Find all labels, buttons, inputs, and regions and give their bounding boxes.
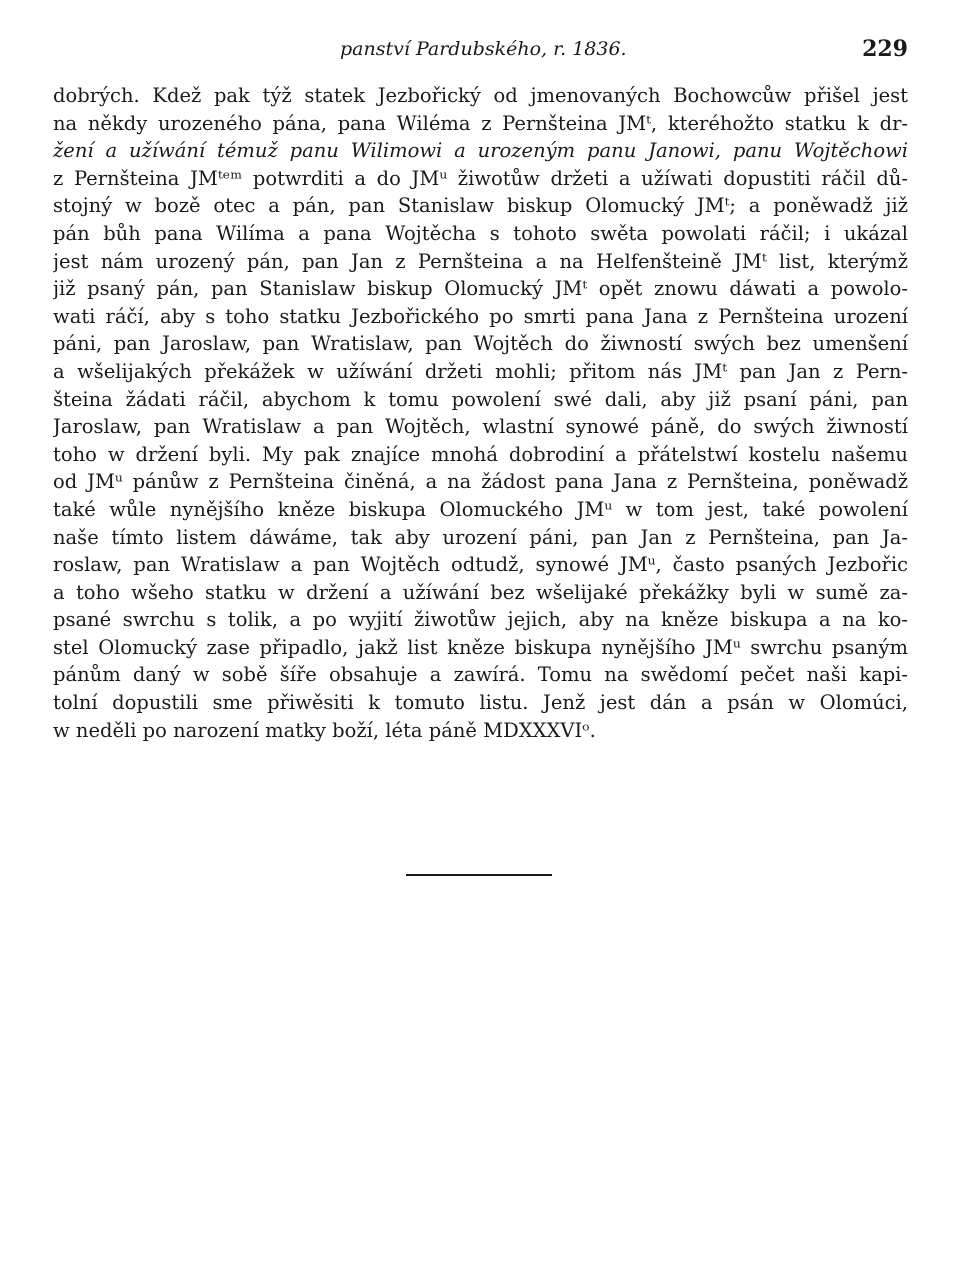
text-line: psané swrchu s tolik, a po wyjití žiwotůw jejich, aby na kněze biskupa a na ko- (53, 608, 908, 632)
text-line: wati ráčí, aby s toho statku Jezbořického po smrti pana Jana z Pernšteina urození (53, 304, 908, 328)
text-line: stel Olomucký zase připadlo, jakž list kněze biskupa nynějšího JMᵘ swrchu psaným (53, 635, 908, 659)
text-line: a toho wšeho statku w držení a užíwání bez wšelijaké překážky byli w sumě za- (53, 580, 908, 604)
text-line: pán bůh pana Wilíma a pana Wojtěcha s tohoto swěta powolati ráčil; i ukázal (53, 221, 908, 245)
running-head (0, 38, 960, 74)
text-line: a wšelijakých překážek w užíwání držeti mohli; přitom nás JMᵗ pan Jan z Pern- (53, 359, 908, 383)
text-line: také wůle nynějšího kněze biskupa Olomuckého JMᵘ w tom jest, také powolení (53, 497, 908, 521)
text-line: již psaný pán, pan Stanislaw biskup Olomucký JMᵗ opět znowu dáwati a powolo- (53, 277, 908, 301)
text-line: jest nám urozený pán, pan Jan z Pernšteina a na Helfenšteině JMᵗ list, kterýmž (53, 249, 908, 273)
text-line: w neděli po narození matky boží, léta páně MDXXXVIᵒ. (53, 718, 596, 742)
running-title: panství Pardubského, r. 1836. (340, 38, 627, 60)
text-line: Jaroslaw, pan Wratislaw a pan Wojtěch, wlastní synowé páně, do swých žiwností (53, 415, 908, 439)
text-line: tolní dopustili sme přiwěsiti k tomuto listu. Jenž jest dán a psán w Olomúci, (53, 691, 908, 715)
text-line: toho w držení byli. My pak znajíce mnohá dobrodiní a přátelstwí kostelu našemu (53, 442, 908, 466)
text-line: od JMᵘ pánůw z Pernšteina činěná, a na žádost pana Jana z Pernšteina, poněwadž (53, 470, 908, 494)
text-line: roslaw, pan Wratislaw a pan Wojtěch odtudž, synowé JMᵘ, často psaných Jezbořic (53, 553, 908, 577)
text-line: stojný w bozě otec a pán, pan Stanislaw biskup Olomucký JMᵗ; a poněwadž již (53, 194, 908, 218)
text-line: pánům daný w sobě šíře obsahuje a zawírá. Tomu na swědomí pečet naši kapi- (53, 663, 908, 687)
text-line: z Pernšteina JMᵗᵉᵐ potwrditi a do JMᵘ žiwotůw držeti a užíwati dopustiti ráčil dů- (53, 166, 908, 190)
text-line: žení a užíwání témuž panu Wilimowi a urozeným panu Janowi, panu Wojtěchowi (53, 139, 908, 163)
text-line: na někdy urozeného pána, pana Wiléma z Pernšteina JMᵗ, kteréhožto statku k dr- (53, 111, 908, 135)
section-divider (406, 874, 552, 876)
text-line: šteina žádati ráčil, abychom k tomu powolení swé dali, aby již psaní páni, pan (53, 387, 908, 411)
page-number: 229 (862, 36, 908, 62)
text-line: dobrých. Kdež pak týž statek Jezbořický od jmenovaných Bochowcůw přišel jest (53, 84, 908, 107)
body-text (53, 82, 908, 744)
text-line: páni, pan Jaroslaw, pan Wratislaw, pan Wojtěch do žiwností swých bez umenšení (53, 332, 908, 356)
text-line: naše tímto listem dáwáme, tak aby urození páni, pan Jan z Pernšteina, pan Ja- (53, 525, 908, 549)
